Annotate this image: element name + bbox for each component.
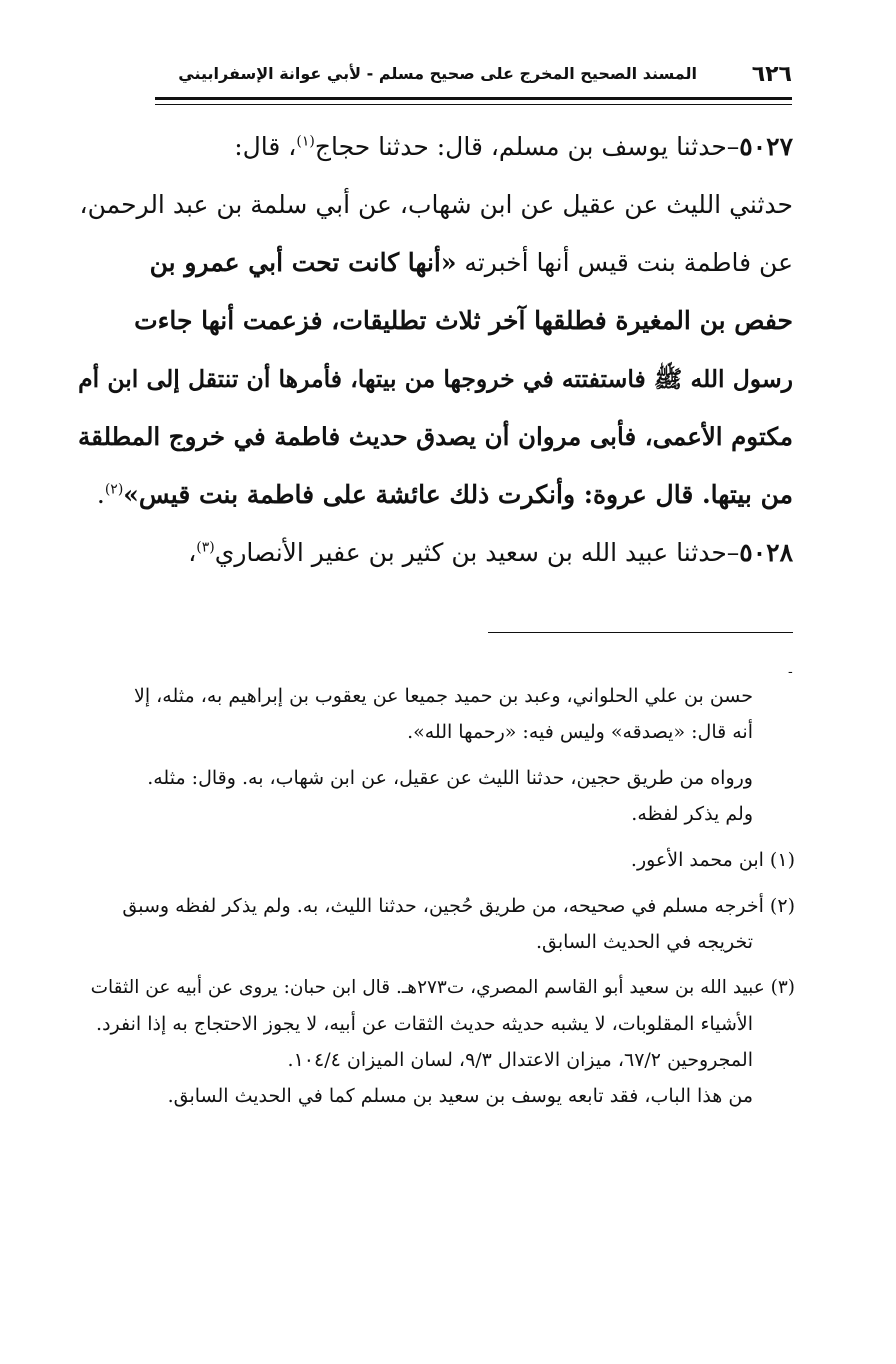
- footnote-3-cont: الأشياء المقلوبات، لا يشبه حديثه حديث الثقات عن أبيه، لا يجوز الاحتجاج به إذا انفرد.: [96, 1013, 753, 1035]
- page-number: ٦٢٦: [751, 62, 792, 87]
- footnote-2: (٢) أخرجه مسلم في صحيحه، من طريق حُجين، حدثنا الليث، به. ولم يذكر لفظه وسبق: [122, 895, 795, 917]
- footnote-continuation: ورواه من طريق حجين، حدثنا الليث عن عقيل، عن ابن شهاب، به. وقال: مثله.: [147, 767, 753, 789]
- hadith-number: ٥٠٢٧: [739, 132, 793, 161]
- footnote-ref[interactable]: (١): [296, 133, 315, 150]
- footnote-3-cont: من هذا الباب، فقد تابعه يوسف بن سعيد بن مسلم كما في الحديث السابق.: [167, 1085, 753, 1107]
- hadith-5027-line-2: حدثني الليث عن عقيل عن ابن شهاب، عن أبي سلمة بن عبد الرحمن،: [79, 190, 793, 219]
- header-rule: [155, 97, 792, 105]
- footnote-ref[interactable]: (٢): [104, 481, 124, 498]
- hadith-5027-line-7: من بيتها. قال عروة: وأنكرت ذلك عائشة على فاطمة بنت قيس»$^{(٢)}$.: [96, 480, 793, 509]
- hadith-5027-line-1: ٥٠٢٧–حدثنا يوسف بن مسلم، قال: حدثنا حجاج$^{(١)}$، قال:: [234, 132, 793, 161]
- hadith-5027-line-4: حفص بن المغيرة فطلقها آخر ثلاث تطليقات، فزعمت أنها جاءت: [134, 306, 793, 335]
- main-text: [75, 118, 793, 582]
- footnote-2-cont: تخريجه في الحديث السابق.: [535, 931, 753, 953]
- hadith-5027-line-5: رسول الله ﷺ فاستفتته في خروجها من بيتها، فأمرها أن تنتقل إلى ابن أم: [78, 365, 793, 393]
- hadith-5027-line-3: عن فاطمة بنت قيس أنها أخبرته «أنها كانت تحت أبي عمرو بن: [149, 248, 793, 277]
- footnotes: [90, 678, 795, 1114]
- footnote-ref[interactable]: (٣): [196, 539, 215, 556]
- footnote-3-cont: المجروحين ٦٧/٢، ميزان الاعتدال ٩/٣، لسان الميزان ١٠٤/٤.: [287, 1049, 753, 1071]
- running-title: المسند الصحيح المخرج على صحيح مسلم - لأبي عوانة الإسفرابيني: [178, 64, 697, 83]
- footnote-3: (٣) عبيد الله بن سعيد أبو القاسم المصري، ت٢٧٣هـ. قال ابن حبان: يروى عن أبيه عن الثقات: [90, 977, 795, 998]
- footnote-continuation: ولم يذكر لفظه.: [631, 803, 753, 825]
- footnote-continuation: أنه قال: «يصدقه» وليس فيه: «رحمها الله».: [407, 721, 753, 743]
- page-header: [160, 62, 792, 96]
- hadith-5027-line-6: مكتوم الأعمى، فأبى مروان أن يصدق حديث فاطمة في خروج المطلقة: [78, 422, 793, 451]
- hadith-5028-line-1: ٥٠٢٨–حدثنا عبيد الله بن سعيد بن كثير بن عفير الأنصاري$^{(٣)}$،: [188, 538, 793, 567]
- continuation-mark: -: [788, 664, 793, 680]
- hadith-number: ٥٠٢٨: [739, 538, 793, 567]
- footnote-1: (١) ابن محمد الأعور.: [630, 849, 795, 871]
- footnote-separator: [488, 632, 793, 633]
- footnote-continuation: حسن بن علي الحلواني، وعبد بن حميد جميعا عن يعقوب بن إبراهيم به، مثله، إلا: [133, 685, 753, 707]
